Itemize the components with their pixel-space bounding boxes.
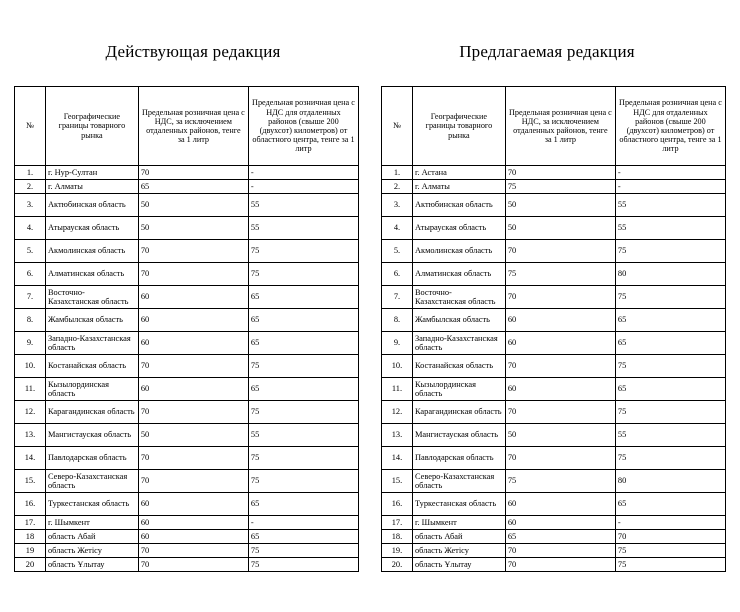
- table-row: [382, 309, 726, 332]
- table-row: [15, 263, 359, 286]
- cell-price-standard: 50: [138, 424, 248, 447]
- cell-price-standard: 70: [138, 544, 248, 558]
- cell-number: 4.: [15, 217, 46, 240]
- header-price-standard: Предельная розничная цена с НДС, за исключением отдаленных районов, тенге за 1 литр: [505, 87, 615, 166]
- cell-region: г. Шымкент: [412, 516, 505, 530]
- table-row: [15, 544, 359, 558]
- cell-number: 5.: [382, 240, 413, 263]
- cell-region: Костанайская область: [412, 355, 505, 378]
- cell-region: Туркестанская область: [45, 493, 138, 516]
- cell-price-remote: 75: [615, 286, 725, 309]
- cell-number: 2.: [15, 180, 46, 194]
- cell-price-standard: 70: [505, 166, 615, 180]
- cell-price-remote: 80: [615, 263, 725, 286]
- current-edition-table: [14, 86, 359, 572]
- cell-price-remote: 75: [248, 401, 358, 424]
- table-row: [382, 401, 726, 424]
- cell-number: 8.: [15, 309, 46, 332]
- cell-region: область Жетісу: [412, 544, 505, 558]
- cell-price-remote: 65: [615, 378, 725, 401]
- table-row: [15, 401, 359, 424]
- cell-number: 9.: [382, 332, 413, 355]
- cell-region: г. Астана: [412, 166, 505, 180]
- cell-price-remote: 55: [248, 424, 358, 447]
- cell-price-standard: 70: [138, 166, 248, 180]
- table-row: [15, 286, 359, 309]
- cell-number: 7.: [382, 286, 413, 309]
- cell-price-standard: 75: [505, 470, 615, 493]
- cell-region: Акмолинская область: [45, 240, 138, 263]
- cell-price-remote: 75: [248, 263, 358, 286]
- table-header-row: [15, 87, 359, 166]
- cell-price-standard: 70: [138, 447, 248, 470]
- cell-number: 12.: [15, 401, 46, 424]
- cell-price-standard: 60: [505, 309, 615, 332]
- cell-price-remote: 70: [615, 530, 725, 544]
- cell-price-remote: 65: [248, 378, 358, 401]
- cell-number: 13.: [15, 424, 46, 447]
- cell-region: Алматинская область: [45, 263, 138, 286]
- cell-region: Восточно-Казахстанская область: [45, 286, 138, 309]
- cell-number: 10.: [15, 355, 46, 378]
- cell-region: Кызылординская область: [45, 378, 138, 401]
- table-row: [382, 447, 726, 470]
- cell-region: область Жетісу: [45, 544, 138, 558]
- cell-price-standard: 50: [505, 194, 615, 217]
- cell-price-standard: 70: [505, 447, 615, 470]
- cell-price-standard: 70: [505, 401, 615, 424]
- cell-region: Карагандинская область: [45, 401, 138, 424]
- header-price-standard: Предельная розничная цена с НДС, за исключением отдаленных районов, тенге за 1 литр: [138, 87, 248, 166]
- cell-price-remote: 55: [615, 424, 725, 447]
- cell-number: 19: [15, 544, 46, 558]
- table-row: [382, 180, 726, 194]
- cell-price-remote: 75: [248, 544, 358, 558]
- cell-number: 14.: [382, 447, 413, 470]
- cell-price-standard: 60: [138, 332, 248, 355]
- cell-number: 17.: [15, 516, 46, 530]
- cell-price-standard: 60: [138, 530, 248, 544]
- cell-price-remote: 55: [248, 194, 358, 217]
- cell-price-standard: 50: [505, 217, 615, 240]
- cell-region: Костанайская область: [45, 355, 138, 378]
- cell-region: Павлодарская область: [412, 447, 505, 470]
- cell-region: г. Нур-Султан: [45, 166, 138, 180]
- cell-price-standard: 70: [505, 355, 615, 378]
- table-row: [15, 217, 359, 240]
- cell-region: область Ұлытау: [412, 558, 505, 572]
- table-row: [382, 217, 726, 240]
- cell-region: Кызылординская область: [412, 378, 505, 401]
- titles-row: [0, 0, 740, 62]
- cell-region: область Абай: [412, 530, 505, 544]
- cell-price-remote: 75: [615, 401, 725, 424]
- table-row: [382, 378, 726, 401]
- cell-region: Павлодарская область: [45, 447, 138, 470]
- cell-price-remote: 65: [248, 309, 358, 332]
- cell-number: 7.: [15, 286, 46, 309]
- cell-price-standard: 60: [138, 378, 248, 401]
- cell-region: Мангистауская область: [45, 424, 138, 447]
- header-price-remote: Предельная розничная цена с НДС для отдаленных районов (свыше 200 (двухсот) километров) от областного центра, тенге за 1 литр: [248, 87, 358, 166]
- cell-price-remote: 65: [248, 332, 358, 355]
- cell-number: 3.: [15, 194, 46, 217]
- cell-price-standard: 50: [505, 424, 615, 447]
- table-row: [382, 332, 726, 355]
- cell-region: Жамбылская область: [45, 309, 138, 332]
- cell-price-standard: 75: [505, 180, 615, 194]
- cell-price-remote: 75: [248, 355, 358, 378]
- cell-number: 20: [15, 558, 46, 572]
- right-table-body: [382, 166, 726, 572]
- left-version-title: Действующая редакция: [105, 42, 281, 61]
- table-row: [382, 424, 726, 447]
- cell-number: 18: [15, 530, 46, 544]
- right-version-title: Предлагаемая редакция: [459, 42, 635, 61]
- table-row: [382, 470, 726, 493]
- table-row: [382, 544, 726, 558]
- cell-price-standard: 70: [505, 544, 615, 558]
- table-row: [382, 286, 726, 309]
- table-row: [15, 378, 359, 401]
- cell-price-remote: 65: [248, 530, 358, 544]
- cell-price-standard: 60: [505, 516, 615, 530]
- cell-number: 19.: [382, 544, 413, 558]
- cell-region: Туркестанская область: [412, 493, 505, 516]
- cell-region: Мангистауская область: [412, 424, 505, 447]
- cell-region: область Абай: [45, 530, 138, 544]
- cell-number: 10.: [382, 355, 413, 378]
- cell-number: 20.: [382, 558, 413, 572]
- cell-price-standard: 70: [138, 240, 248, 263]
- cell-price-remote: 55: [615, 194, 725, 217]
- cell-region: Атырауская область: [45, 217, 138, 240]
- table-row: [382, 530, 726, 544]
- cell-number: 11.: [15, 378, 46, 401]
- cell-price-remote: 65: [248, 286, 358, 309]
- cell-number: 18.: [382, 530, 413, 544]
- table-row: [15, 530, 359, 544]
- cell-number: 3.: [382, 194, 413, 217]
- table-row: [15, 493, 359, 516]
- cell-price-standard: 50: [138, 194, 248, 217]
- cell-price-standard: 75: [505, 263, 615, 286]
- cell-number: 1.: [382, 166, 413, 180]
- header-geo: Географические границы товарного рынка: [412, 87, 505, 166]
- cell-price-remote: 65: [615, 332, 725, 355]
- cell-price-standard: 70: [505, 286, 615, 309]
- cell-price-remote: 75: [615, 447, 725, 470]
- cell-price-remote: -: [248, 180, 358, 194]
- cell-price-standard: 70: [138, 470, 248, 493]
- table-row: [382, 240, 726, 263]
- cell-price-remote: 65: [615, 309, 725, 332]
- cell-region: Западно-Казахстанская область: [45, 332, 138, 355]
- cell-region: г. Шымкент: [45, 516, 138, 530]
- cell-price-remote: 80: [615, 470, 725, 493]
- table-row: [382, 166, 726, 180]
- cell-price-standard: 65: [138, 180, 248, 194]
- cell-price-remote: 75: [615, 544, 725, 558]
- cell-price-standard: 60: [505, 332, 615, 355]
- cell-number: 14.: [15, 447, 46, 470]
- table-row: [15, 470, 359, 493]
- cell-region: Восточно-Казахстанская область: [412, 286, 505, 309]
- cell-region: Западно-Казахстанская область: [412, 332, 505, 355]
- right-table-wrapper: [381, 86, 726, 572]
- table-row: [382, 516, 726, 530]
- table-row: [15, 447, 359, 470]
- cell-price-remote: 65: [248, 493, 358, 516]
- cell-region: область Ұлытау: [45, 558, 138, 572]
- cell-price-standard: 70: [138, 355, 248, 378]
- cell-price-remote: 75: [248, 558, 358, 572]
- cell-price-standard: 70: [505, 558, 615, 572]
- left-table-wrapper: [14, 86, 359, 572]
- cell-price-remote: 65: [615, 493, 725, 516]
- cell-price-remote: 55: [248, 217, 358, 240]
- cell-price-remote: 75: [615, 558, 725, 572]
- table-row: [15, 309, 359, 332]
- cell-region: г. Алматы: [45, 180, 138, 194]
- cell-price-remote: 75: [248, 447, 358, 470]
- proposed-edition-table: [381, 86, 726, 572]
- cell-number: 15.: [382, 470, 413, 493]
- cell-number: 5.: [15, 240, 46, 263]
- cell-price-standard: 60: [138, 309, 248, 332]
- cell-price-remote: -: [248, 166, 358, 180]
- cell-region: Жамбылская область: [412, 309, 505, 332]
- cell-region: г. Алматы: [412, 180, 505, 194]
- header-geo: Географические границы товарного рынка: [45, 87, 138, 166]
- table-row: [15, 240, 359, 263]
- table-row: [382, 493, 726, 516]
- table-row: [382, 355, 726, 378]
- cell-price-remote: 75: [615, 240, 725, 263]
- cell-region: Акмолинская область: [412, 240, 505, 263]
- table-row: [382, 263, 726, 286]
- table-row: [15, 332, 359, 355]
- header-num: №: [382, 87, 413, 166]
- table-row: [15, 516, 359, 530]
- cell-price-remote: -: [615, 180, 725, 194]
- table-header-row: [382, 87, 726, 166]
- cell-number: 8.: [382, 309, 413, 332]
- cell-price-standard: 60: [505, 378, 615, 401]
- cell-number: 12.: [382, 401, 413, 424]
- cell-region: Северо-Казахстанская область: [412, 470, 505, 493]
- cell-region: Актюбинская область: [45, 194, 138, 217]
- cell-region: Алматинская область: [412, 263, 505, 286]
- cell-number: 15.: [15, 470, 46, 493]
- header-price-remote: Предельная розничная цена с НДС для отдаленных районов (свыше 200 (двухсот) километров) от областного центра, тенге за 1 литр: [615, 87, 725, 166]
- cell-number: 4.: [382, 217, 413, 240]
- cell-price-remote: 55: [615, 217, 725, 240]
- table-row: [15, 180, 359, 194]
- cell-price-standard: 70: [138, 263, 248, 286]
- cell-region: Карагандинская область: [412, 401, 505, 424]
- cell-price-remote: 75: [248, 240, 358, 263]
- cell-region: Атырауская область: [412, 217, 505, 240]
- table-row: [15, 424, 359, 447]
- cell-price-remote: 75: [248, 470, 358, 493]
- table-row: [382, 194, 726, 217]
- cell-price-remote: 75: [615, 355, 725, 378]
- cell-price-standard: 60: [138, 516, 248, 530]
- cell-number: 17.: [382, 516, 413, 530]
- cell-number: 13.: [382, 424, 413, 447]
- table-row: [15, 355, 359, 378]
- cell-number: 11.: [382, 378, 413, 401]
- cell-price-remote: -: [615, 516, 725, 530]
- cell-number: 1.: [15, 166, 46, 180]
- table-row: [15, 166, 359, 180]
- table-row: [15, 194, 359, 217]
- cell-price-standard: 70: [505, 240, 615, 263]
- cell-price-standard: 70: [138, 558, 248, 572]
- table-row: [382, 558, 726, 572]
- left-table-body: [15, 166, 359, 572]
- cell-region: Северо-Казахстанская область: [45, 470, 138, 493]
- cell-number: 2.: [382, 180, 413, 194]
- cell-price-standard: 70: [138, 401, 248, 424]
- cell-number: 6.: [382, 263, 413, 286]
- cell-number: 16.: [15, 493, 46, 516]
- cell-number: 16.: [382, 493, 413, 516]
- cell-number: 6.: [15, 263, 46, 286]
- cell-price-remote: -: [615, 166, 725, 180]
- cell-price-standard: 60: [505, 493, 615, 516]
- table-row: [15, 558, 359, 572]
- cell-price-remote: -: [248, 516, 358, 530]
- cell-price-standard: 65: [505, 530, 615, 544]
- cell-price-standard: 60: [138, 286, 248, 309]
- cell-number: 9.: [15, 332, 46, 355]
- comparison-tables: [0, 62, 740, 572]
- cell-region: Актюбинская область: [412, 194, 505, 217]
- header-num: №: [15, 87, 46, 166]
- cell-price-standard: 50: [138, 217, 248, 240]
- cell-price-standard: 60: [138, 493, 248, 516]
